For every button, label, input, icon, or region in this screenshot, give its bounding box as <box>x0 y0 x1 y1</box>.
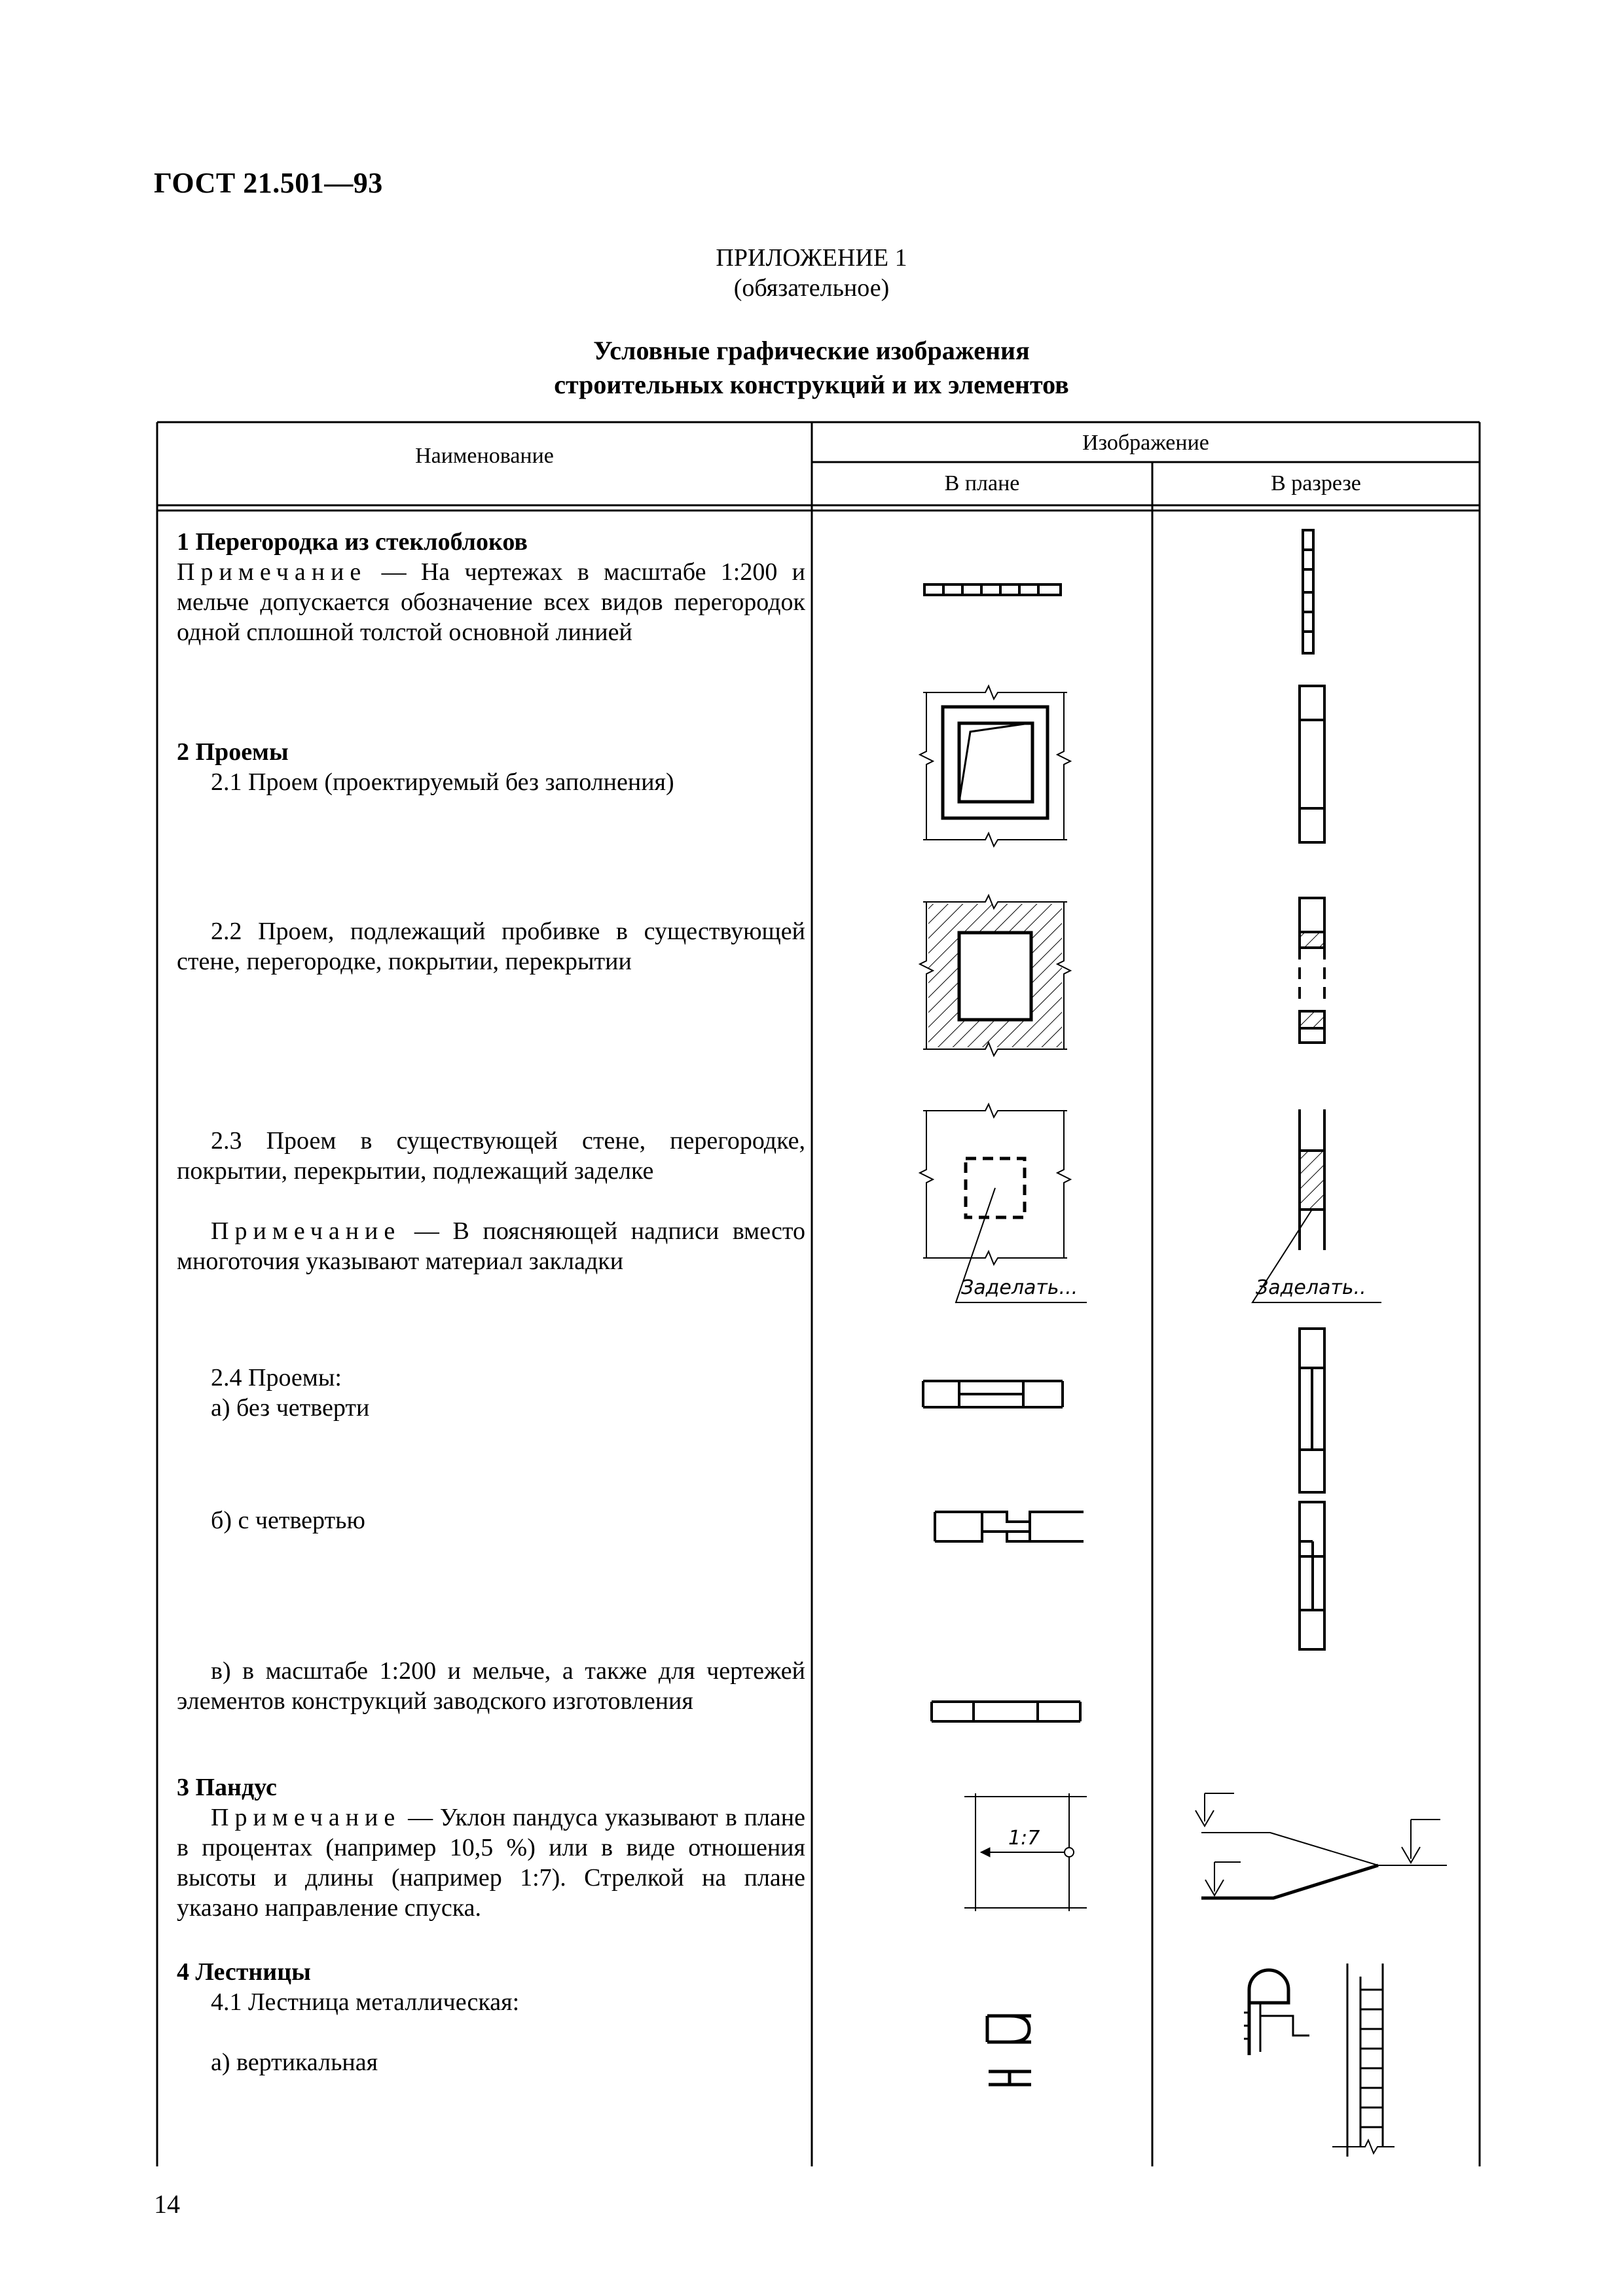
row-item-c: в) в масштабе 1:200 и мельче, а также для чертежей элементов конструкций заводского изготовления <box>177 1657 805 1715</box>
opening-quarter-section-symbol <box>1300 1502 1324 1649</box>
note-text: — В поясняющей надписи вместо многоточия указывают материал закладки <box>177 1217 805 1275</box>
column-header-image: Изображение <box>1082 431 1209 455</box>
ramp-plan-symbol <box>964 1793 1087 1911</box>
appendix-label: ПРИЛОЖЕНИЕ 1 <box>716 244 907 272</box>
row-subtitle: 2.1 Проем (проектируемый без заполнения) <box>211 768 674 796</box>
ramp-section-symbol <box>1195 1793 1447 1898</box>
opening-punch-section-symbol <box>1300 898 1324 1043</box>
standard-number: ГОСТ 21.501—93 <box>154 167 383 199</box>
note-label: Примечание <box>211 1217 401 1245</box>
row-subtitle: 4.1 Лестница металлическая: <box>211 1988 520 2016</box>
glass-partition-section-symbol <box>1303 530 1313 653</box>
row-title: 3 Пандус <box>177 1774 277 1801</box>
ramp-slope-label: 1:7 <box>1008 1827 1040 1850</box>
opening-section-symbol <box>1300 686 1324 842</box>
opening-plan-symbol <box>920 686 1070 846</box>
page-number: 14 <box>154 2189 180 2219</box>
note-text: — На чертежах в масштабе 1:200 и мельче допускается обозначение всех видов перегородок одной сплошной толстой основной линией <box>177 558 805 646</box>
row-item-a: а) без четверти <box>211 1394 370 1422</box>
vertical-stair-section-symbol <box>1244 1964 1395 2157</box>
opening-fill-section-symbol <box>1252 1109 1381 1302</box>
row-title: 4 Лестницы <box>177 1958 311 1986</box>
page-title-line-2: строительных конструкций и их элементов <box>554 370 1069 399</box>
row-title: 1 Перегородка из стеклоблоков <box>177 528 528 556</box>
page-title-line-1: Условные графические изображения <box>593 336 1030 365</box>
opening-no-quarter-section-symbol <box>1300 1329 1324 1492</box>
row-title: 2.4 Проемы: <box>211 1364 342 1391</box>
note-label: Примечание <box>211 1804 401 1831</box>
row-text: 2.2 Проем, подлежащий пробивке в существующей стене, перегородке, покрытии, перекрытии <box>177 918 805 975</box>
row-item-b: б) с четвертью <box>211 1507 365 1534</box>
vertical-stair-plan-symbol <box>987 2016 1031 2085</box>
appendix-status: (обязательное) <box>733 274 890 302</box>
opening-no-quarter-plan-symbol <box>923 1381 1063 1407</box>
row-item-a: а) вертикальная <box>211 2049 378 2076</box>
column-header-name: Наименование <box>415 444 554 468</box>
caption-fill-plan: Заделать... <box>961 1276 1078 1299</box>
table-grid <box>157 422 1480 2166</box>
column-header-section: В разрезе <box>1271 471 1361 495</box>
opening-quarter-plan-symbol <box>935 1512 1084 1541</box>
column-header-plan: В плане <box>944 471 1020 495</box>
caption-fill-section: Заделать.. <box>1256 1276 1366 1299</box>
row-text: 2.3 Проем в существующей стене, перегородке, покрытии, перекрытии, подлежащий заделке <box>177 1127 805 1185</box>
row-title: 2 Проемы <box>177 738 289 766</box>
note-text: — Уклон пандуса указывают в плане в процентах (например 10,5 %) или в виде отношения высоты и длины (например 1:7). Стрелкой на плане указано направление спуска. <box>177 1804 805 1922</box>
note-label: Примечание <box>177 558 367 586</box>
opening-fill-plan-symbol <box>920 1104 1087 1302</box>
glass-partition-plan-symbol <box>924 584 1061 595</box>
opening-small-scale-plan-symbol <box>932 1702 1080 1721</box>
opening-punch-plan-symbol <box>920 895 1070 1056</box>
